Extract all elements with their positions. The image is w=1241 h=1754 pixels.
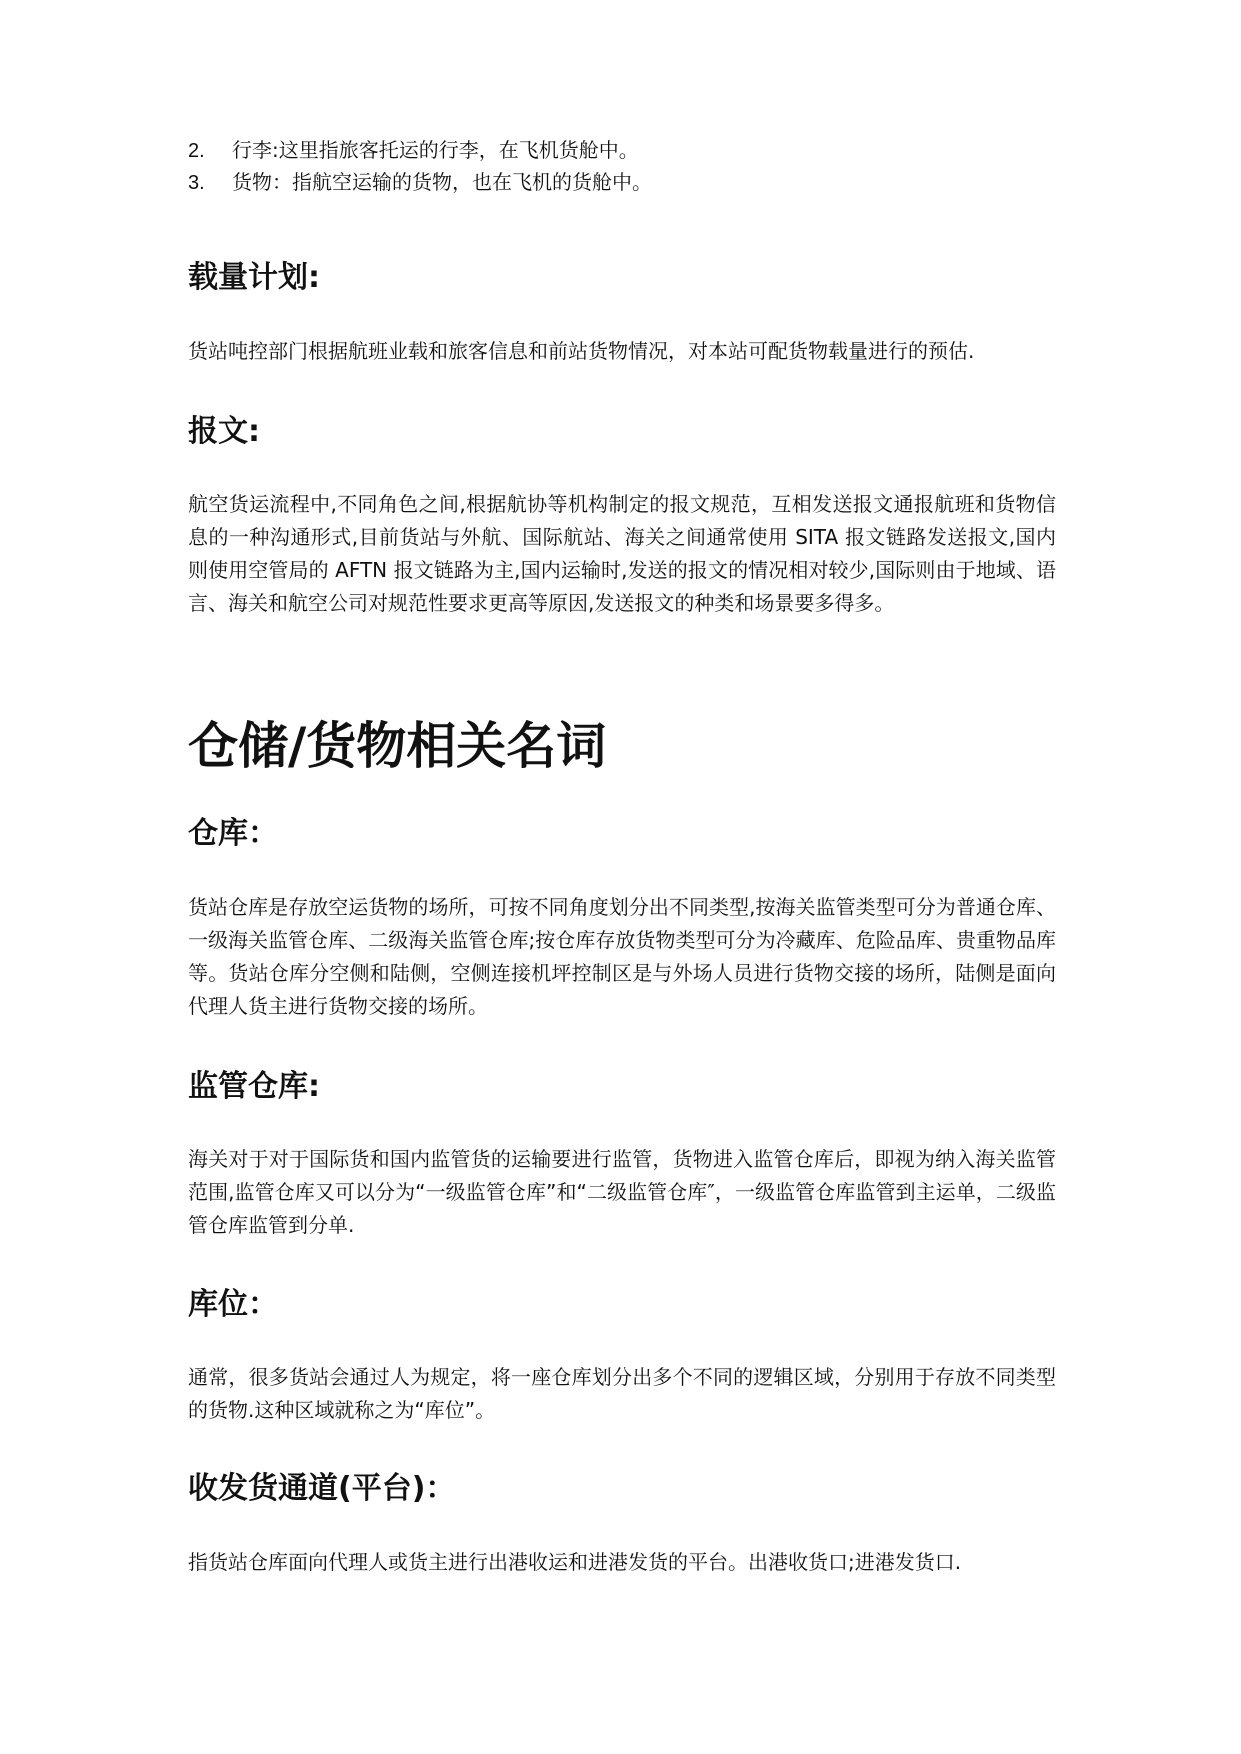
heading-bonded-warehouse: 监管仓库: xyxy=(188,1069,320,1104)
paragraph-message: 航空货运流程中,不同角色之间,根据航协等机构制定的报文规范，互相发送报文通报航班和货物信息的一种沟通形式,目前货站与外航、国际航站、海关之间通常使用 SITA 报文链路发送报文,国内则使用空管局的 AFTN 报文链路为主,国内运输时,发送的报文的情况相对较少,国际则由于地域、语言、海关和航空公司对规范性要求更高等原因,发送报文的种类和场景要多得多。 xyxy=(188,492,1056,615)
list-text: 货物：指航空运输的货物，也在飞机的货舱中。 xyxy=(232,170,652,194)
heading-dock: 收发货通道(平台)： xyxy=(188,1471,456,1506)
list-item xyxy=(188,134,1048,167)
list-number: 2. xyxy=(188,140,205,162)
section-title-storage: 仓储/货物相关名词 xyxy=(188,717,607,775)
list-item xyxy=(188,166,1048,199)
paragraph-dock: 指货站仓库面向代理人或货主进行出港收运和进港发货的平台。出港收货口;进港发货口. xyxy=(188,1550,962,1574)
paragraph-bonded-warehouse: 海关对于对于国际货和国内监管货的运输要进行监管，货物进入监管仓库后，即视为纳入海关监管范围,监管仓库又可以分为“一级监管仓库”和“二级监管仓库″，一级监管仓库监管到主运单，二级监管仓库监管到分单. xyxy=(188,1147,1056,1237)
paragraph-load-plan: 货站吨控部门根据航班业载和旅客信息和前站货物情况，对本站可配货物载量进行的预估. xyxy=(188,339,975,363)
list-text: 行李:这里指旅客托运的行李，在飞机货舱中。 xyxy=(232,138,639,162)
paragraph-warehouse: 货站仓库是存放空运货物的场所，可按不同角度划分出不同类型,按海关监管类型可分为普通仓库、一级海关监管仓库、二级海关监管仓库;按仓库存放货物类型可分为冷藏库、危险品库、贵重物品库等。货站仓库分空侧和陆侧，空侧连接机坪控制区是与外场人员进行货物交接的场所，陆侧是面向代理人货主进行货物交接的场所。 xyxy=(188,895,1056,1018)
heading-message: 报文: xyxy=(188,414,260,449)
paragraph-location: 通常，很多货站会通过人为规定，将一座仓库划分出多个不同的逻辑区域，分别用于存放不同类型的货物.这种区域就称之为“库位”。 xyxy=(188,1365,1056,1422)
list-number: 3. xyxy=(188,172,205,194)
heading-warehouse: 仓库： xyxy=(188,816,278,851)
heading-load-plan: 载量计划: xyxy=(188,260,320,295)
heading-location: 库位： xyxy=(188,1287,278,1322)
